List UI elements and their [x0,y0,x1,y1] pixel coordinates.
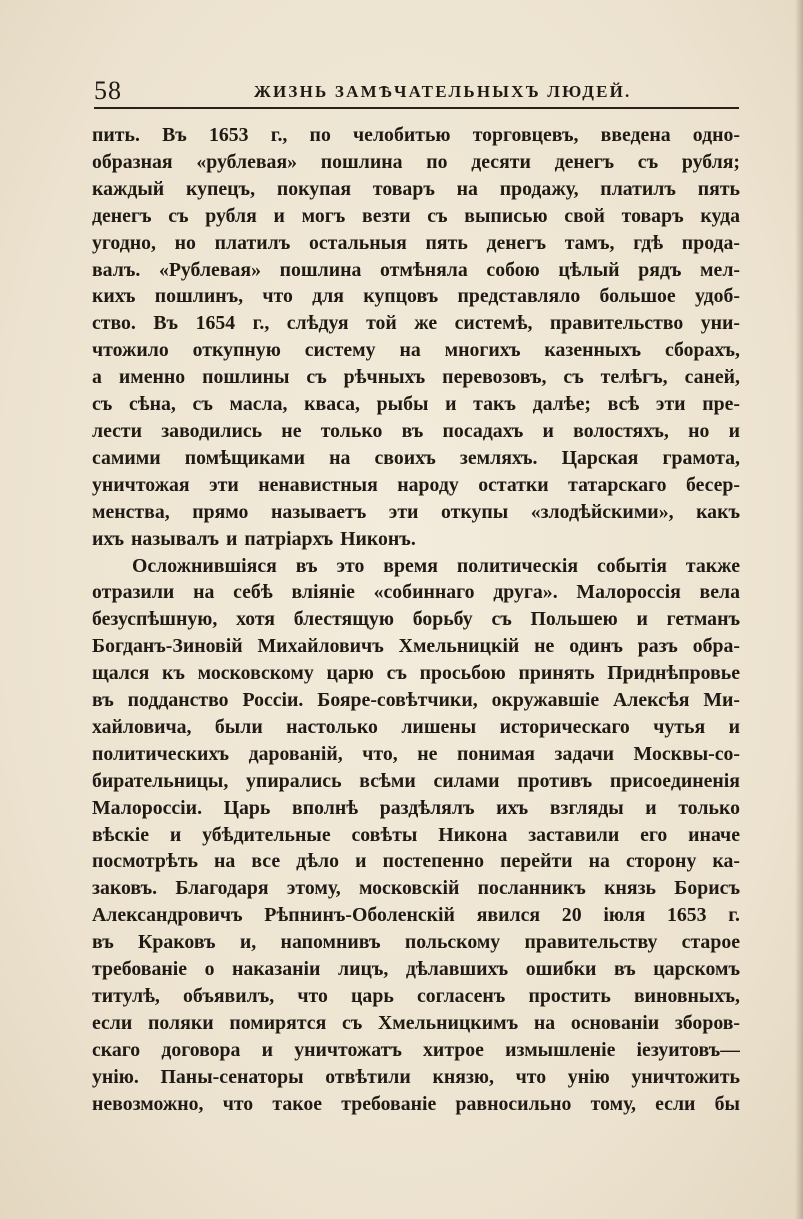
text-line: ство. Въ 1654 г., слѣдуя той же системѣ, правительство уни- [92,312,740,335]
text-line: щался къ московскому царю съ просьбою принять Приднѣпровье [92,662,740,685]
text-line: съ сѣна, съ масла, кваса, рыбы и такъ далѣе; всѣ эти пре- [92,393,740,416]
page-header [94,72,739,106]
text-line: невозможно, что такое требованіе равносильно тому, если бы [92,1092,740,1115]
text-line: въ подданство Россіи. Бояре-совѣтчики, окружавшіе Алексѣя Ми- [92,689,740,712]
text-line: унію. Паны-сенаторы отвѣтили князю, что унію уничтожить [92,1065,740,1088]
text-line: Малороссіи. Царь вполнѣ раздѣлялъ ихъ взгляды и только [92,796,740,819]
header-rule [94,107,739,109]
text-line: посмотрѣть на все дѣло и постепенно перейти на сторону ка- [92,850,740,873]
text-line: если поляки помирятся съ Хмельницкимъ на основаніи зборов- [92,1011,740,1034]
text-line: вѣскіе и убѣдительные совѣты Никона заставили его иначе [92,823,740,846]
text-line: валъ. «Рублевая» пошлина отмѣняла собою цѣлый рядъ мел- [92,258,740,281]
text-line: каждый купецъ, покупая товаръ на продажу, платилъ пять [92,177,740,200]
page-edge-shadow [795,0,803,1219]
text-line: заковъ. Благодаря этому, московскій посланникъ князь Борисъ [92,877,740,900]
text-line: пить. Въ 1653 г., по челобитью торговцевъ, введена одно- [92,124,740,146]
text-line: отразили на себѣ вліяніе «собиннаго друга». Малороссія вела [92,581,740,604]
text-line: уничтожая эти ненавистныя народу остатки татарскаго бесер- [92,473,740,496]
text-line: самими помѣщиками на своихъ земляхъ. Царская грамота, [92,446,740,469]
paragraph-1 [92,122,740,553]
text-line: требованіе о наказаніи лицъ, дѣлавшихъ ошибки въ царскомъ [92,958,740,981]
text-line: безуспѣшную, хотя блестящую борьбу съ Польшею и гетманъ [92,608,740,631]
text-line: хайловича, были настолько лишены историческаго чутья и [92,715,740,738]
page-number: 58 [94,76,122,105]
text-line: лести заводились не только въ посадахъ и волостяхъ, но и [92,419,740,442]
text-line: бирательницы, упирались всѣми силами противъ присоединенія [92,769,740,792]
body-text [92,122,740,1118]
text-line: угодно, но платилъ остальныя пять денегъ тамъ, гдѣ прода- [92,231,740,254]
paragraph-2 [92,553,740,1118]
text-line: денегъ съ рубля и могъ везти съ выписью свой товаръ куда [92,204,740,227]
text-line: титулѣ, объявилъ, что царь согласенъ простить виновныхъ, [92,985,740,1007]
text-line: а именно пошлины съ рѣчныхъ перевозовъ, съ телѣгъ, саней, [92,366,740,389]
text-line: политическихъ дарованій, что, не понимая задачи Москвы-со- [92,742,740,765]
text-line: Осложнившіяся въ это время политическія событія также [132,554,740,577]
text-line: менства, прямо называетъ эти откупы «злодѣйскими», какъ [92,500,740,523]
text-line: Богданъ-Зиновій Михайловичъ Хмельницкій не одинъ разъ обра- [92,635,740,658]
text-line: кихъ пошлинъ, что для купцовъ представляло большое удоб- [92,285,740,308]
text-line: скаго договора и уничтожатъ хитрое измышленіе іезуитовъ— [92,1038,740,1061]
text-line: ихъ называлъ и патріархъ Никонъ. [92,527,416,550]
text-line: Александровичъ Рѣпнинъ-Оболенскій явился 20 іюля 1653 г. [92,904,740,927]
running-title: ЖИЗНЬ ЗАМѢЧАТЕЛЬНЫХЪ ЛЮДЕЙ. [254,82,632,101]
text-line: образная «рублевая» пошлина по десяти денегъ съ рубля; [92,150,740,173]
text-line: чтожило откупную систему на многихъ казенныхъ сборахъ, [92,339,740,362]
text-line: въ Краковъ и, напомнивъ польскому правительству старое [92,931,740,954]
